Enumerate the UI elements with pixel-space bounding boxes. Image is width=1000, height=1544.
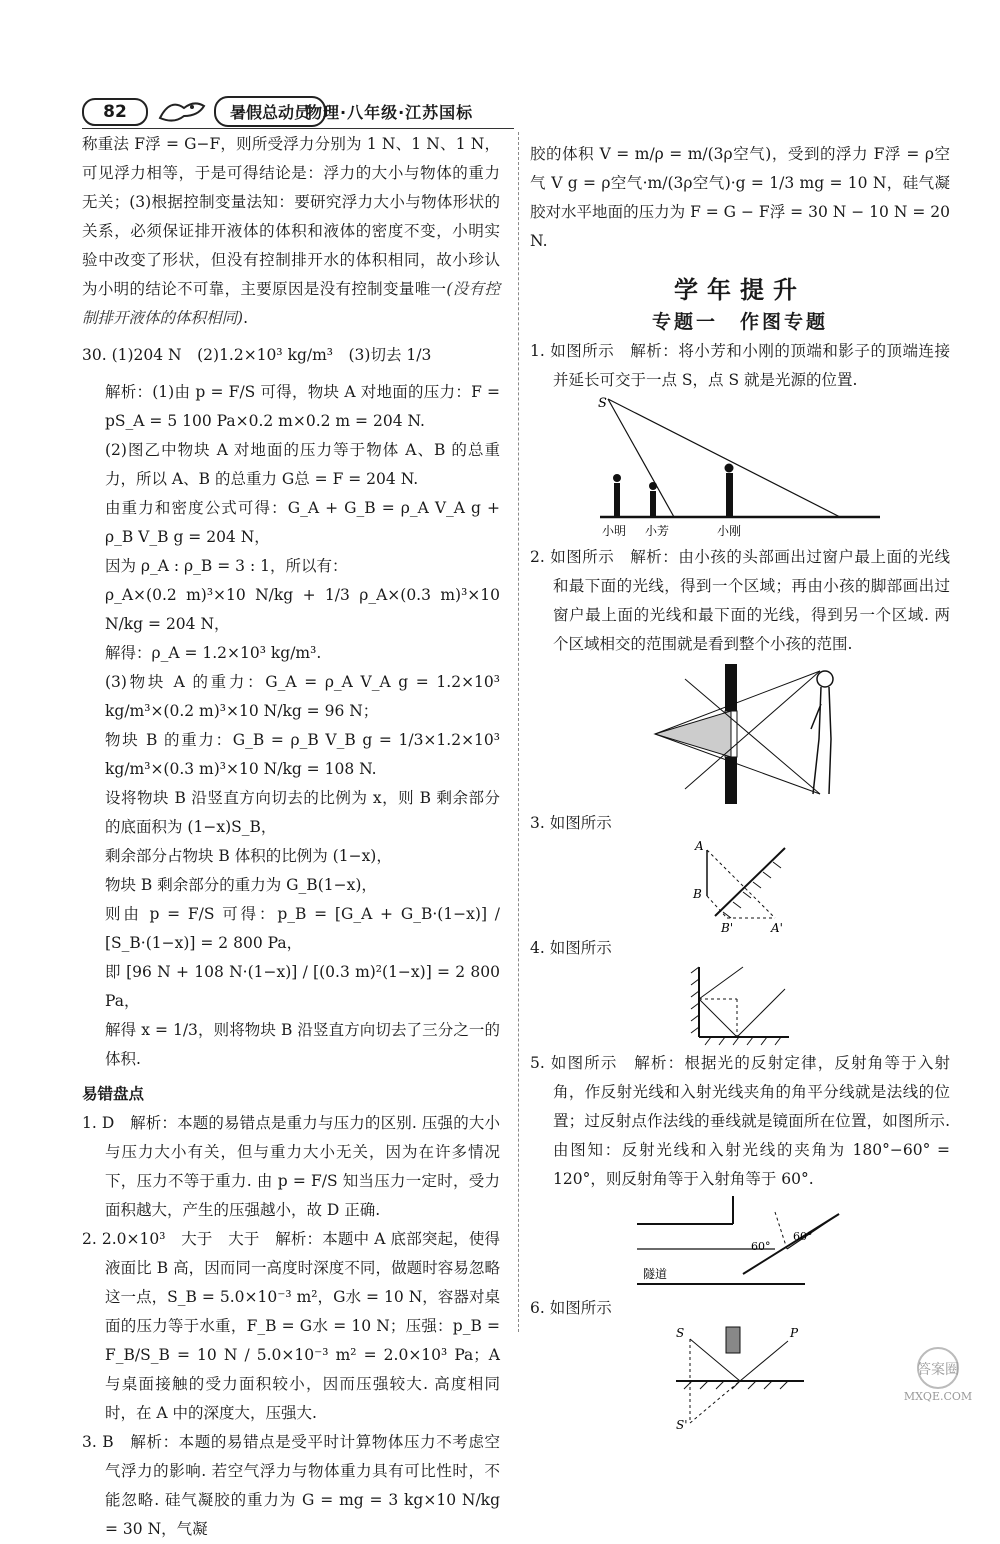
label-angle-2: 60° bbox=[793, 1230, 813, 1243]
q30-solution-9: 设将物块 B 沿竖直方向切去的比例为 x，则 B 剩余部分的底面积为 (1−x)S_B， bbox=[105, 789, 500, 836]
left-column bbox=[82, 130, 500, 1544]
section-title: 学年提升 bbox=[674, 276, 806, 304]
label-p: P bbox=[790, 1326, 799, 1340]
handwritten-note: (没有控制排开液体的体积相同) bbox=[82, 280, 500, 327]
label-s6: S bbox=[676, 1326, 685, 1340]
topic-title: 专题一 作图专题 bbox=[651, 311, 828, 333]
label-xiaoming: 小明 bbox=[602, 524, 627, 538]
label-s: S bbox=[598, 396, 607, 411]
label-a: A bbox=[695, 839, 704, 853]
q30-solution-8: 物块 B 的重力：G_B = ρ_B V_B g = 1/3×1.2×10³ kg/m³×(0.3 m)³×10 N/kg = 108 N. bbox=[105, 731, 500, 778]
q30-solution-11: 物块 B 剩余部分的重力为 G_B(1−x)， bbox=[105, 876, 377, 894]
book-title: 暑假总动员 bbox=[214, 96, 326, 127]
item-2: 2. 如图所示 解析：由小孩的头部画出过窗户最上面的光线和最下面的光线，得到一个区域；再由小孩的脚部画出过窗户最上面的光线和最下面的光线，得到另一个区域. 两个区域相交的范围就是看到整个小孩的范围. bbox=[530, 548, 950, 653]
mistake-2: 2. 2.0×10³ 大于 大于 解析：本题中 A 底部突起，使得液面比 B 高，因而同一高度时深度不同，做题时容易忽略这一点，S_B = 5.0×10⁻³ m²，G水 = 10 N，容器对桌面的压力等于水重，F_B = G水 = 10 N；压强：p_B = F_B/S_B = 10 N / 5.0×10⁻³ m² = 2.0×10³ Pa；A 与桌面接触的受力面积较小，因而压强较大. 高度相同时，在 A 中的深度大，压强大. bbox=[82, 1230, 500, 1422]
q30-solution-13: 即 [96 N + 108 N·(1−x)] / [(0.3 m)²(1−x)] = 2 800 Pa， bbox=[105, 963, 500, 1010]
figure-5-periscope-tunnel bbox=[625, 1194, 855, 1294]
q30-solution-14: 解得 x = 1/3，则将物块 B 沿竖直方向切去了三分之一的体积. bbox=[105, 1021, 500, 1068]
label-tunnel: 隧道 bbox=[643, 1267, 668, 1281]
continued-answer: 称重法 F浮 = G−F，则所受浮力分别为 1 N、1 N、1 N，可见浮力相等，于是可得结论是：浮力的大小与物体的重力无关；(3)根据控制变量法知：要研究浮力大小与物体形状的关系，必须保证排开液体的体积和液体的密度不变，小明实验中改变了形状，但没有控制排开水的体积相同，故小珍认为小明的结论不可靠，主要原因是没有控制变量唯一(没有控制排开液体的体积相同). bbox=[82, 135, 500, 327]
item-5: 5. 如图所示 解析：根据光的反射定律，反射角等于入射角，作反射光线和入射光线夹角的角平分线就是法线的位置；过反射点作法线的垂线就是镜面所在位置，如图所示. 由图知：反射光线和入射光线的夹角为 180°−60° = 120°，则反射角等于入射角等于 60°. bbox=[530, 1054, 950, 1188]
label-angle-1: 60° bbox=[751, 1240, 771, 1253]
header-rule bbox=[82, 128, 514, 129]
mistakes-heading: 易错盘点 bbox=[82, 1085, 145, 1103]
q30-answer: 30. (1)204 N (2)1.2×10³ kg/m³ (3)切去 1/3 bbox=[82, 346, 432, 364]
item-1: 1. 如图所示 解析：将小芳和小刚的顶端和影子的顶端连接并延长可交于一点 S，点 S 就是光源的位置. bbox=[530, 342, 950, 389]
figure-4-corner-reflector bbox=[685, 963, 795, 1049]
q30-solution-2: (2)图乙中物块 A 对地面的压力等于物体 A、B 的总重力，所以 A、B 的总重力 G总 = F = 204 N. bbox=[105, 441, 500, 488]
page-number: 82 bbox=[82, 98, 148, 126]
item-3: 3. 如图所示 bbox=[530, 814, 612, 832]
figure-3-mirror-diagram bbox=[675, 838, 805, 934]
right-column bbox=[530, 140, 950, 1433]
q30-solution-5: ρ_A×(0.2 m)³×10 N/kg + 1/3 ρ_A×(0.3 m)³×10 N/kg = 204 N， bbox=[105, 586, 500, 633]
label-a-prime: A' bbox=[771, 921, 783, 934]
item-4: 4. 如图所示 bbox=[530, 939, 612, 957]
page-header bbox=[62, 92, 514, 126]
subject-grade: 物理·八年级·江苏国标 bbox=[306, 103, 474, 122]
watermark-logo bbox=[898, 1344, 978, 1408]
q30-solution-7: (3)物块 A 的重力：G_A = ρ_A V_A g = 1.2×10³ kg/m³×(0.2 m)³×10 N/kg = 96 N； bbox=[105, 673, 500, 720]
figure-1-shadow-diagram bbox=[590, 395, 890, 543]
item-6: 6. 如图所示 bbox=[530, 1299, 612, 1317]
label-xiaogang: 小刚 bbox=[717, 524, 742, 538]
q30-solution-12: 则由 p = F/S 可得：p_B = [G_A + G_B·(1−x)] / [S_B·(1−x)] = 2 800 Pa， bbox=[105, 905, 500, 952]
q30-solution-4: 因为 ρ_A : ρ_B = 3 : 1，所以有： bbox=[105, 557, 348, 575]
watermark-icon bbox=[898, 1344, 978, 1404]
watermark-text: 答案圈 bbox=[917, 1362, 959, 1378]
q30-solution-1: 解析：(1)由 p = F/S 可得，物块 A 对地面的压力：F = pS_A = 5 100 Pa×0.2 m×0.2 m = 204 N. bbox=[105, 383, 500, 430]
label-xiaofang: 小芳 bbox=[645, 524, 670, 538]
watermark-url: MXQE.COM bbox=[903, 1390, 973, 1403]
mistake-3: 3. B 解析：本题的易错点是受平时计算物体压力不考虑空气浮力的影响. 若空气浮力与物体重力具有可比性时，不能忽略. 硅气凝胶的重力为 G = mg = 3 kg×10 N/kg = 30 N，气凝 bbox=[82, 1433, 500, 1538]
mistake-1: 1. D 解析：本题的易错点是重力与压力的区别. 压强的大小与压力大小有关，但与重力大小无关，因为在许多情况下，压力不等于重力. 由 p = F/S 知当压力一定时，受力面积越大，产生的压强越小，故 D 正确. bbox=[82, 1114, 500, 1219]
q30-solution-6: 解得：ρ_A = 1.2×10³ kg/m³. bbox=[105, 644, 322, 662]
column-divider bbox=[518, 132, 519, 1332]
q30-solution-3: 由重力和密度公式可得：G_A + G_B = ρ_A V_A g + ρ_B V_B g = 204 N， bbox=[105, 499, 500, 546]
figure-6-virtual-image bbox=[670, 1323, 810, 1433]
q30-solution-10: 剩余部分占物块 B 体积的比例为 (1−x)， bbox=[105, 847, 392, 865]
label-b: B bbox=[693, 887, 702, 901]
continued-solution: 胶的体积 V = m/ρ = m/(3ρ空气)，受到的浮力 F浮 = ρ空气 V g = ρ空气·m/(3ρ空气)·g = 1/3 mg = 10 N，硅气凝胶对水平地面的压力为 F = G − F浮 = 30 N − 10 N = 20 N. bbox=[530, 145, 950, 250]
figure-2-window-diagram bbox=[625, 659, 855, 809]
mascot-icon bbox=[154, 94, 210, 126]
label-b-prime: B' bbox=[721, 921, 734, 934]
label-s-prime: S' bbox=[676, 1418, 688, 1432]
